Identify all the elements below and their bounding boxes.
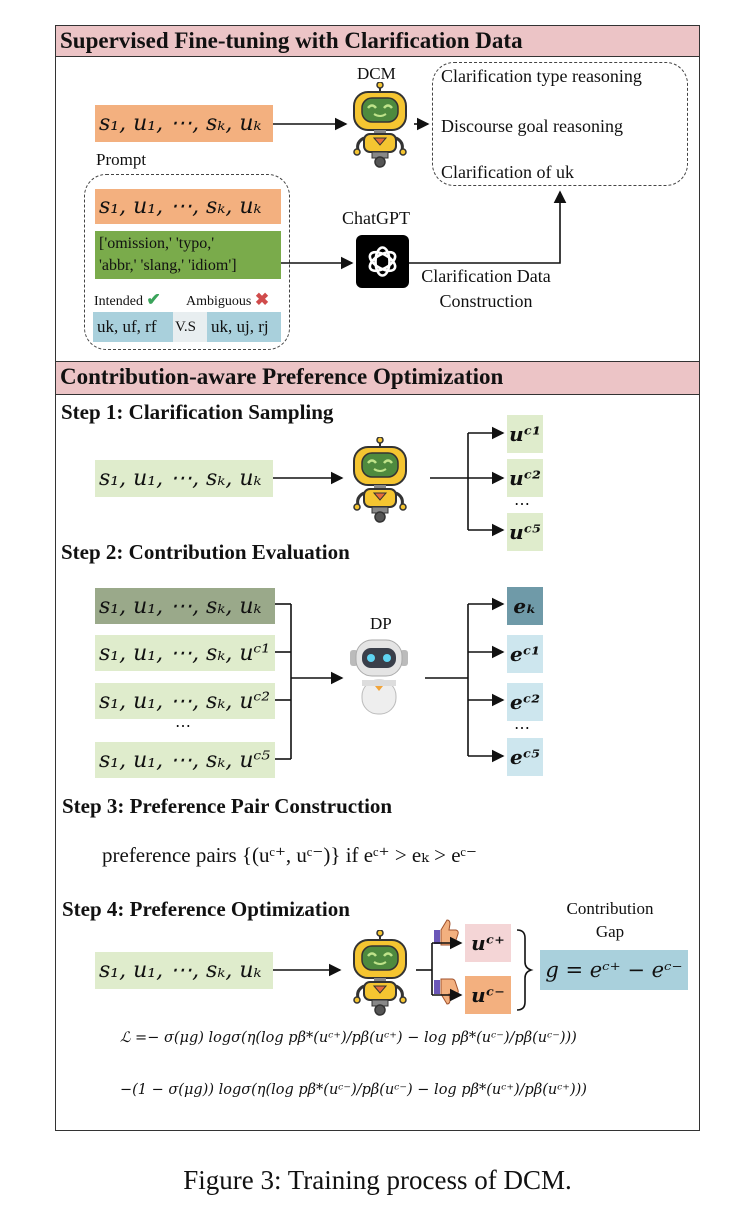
construction-line1: Clarification Data [421, 266, 551, 286]
step2-sequence-original: s₁, u₁, ⋯, sₖ, uₖ [95, 588, 275, 624]
eval-ec5: eᶜ⁵ [507, 738, 543, 776]
step1-sample-1: uᶜ¹ [507, 415, 543, 453]
vs-label: V.S [173, 312, 207, 342]
output-clarification: Clarification of uk [441, 162, 574, 182]
gap-formula: g = eᶜ⁺ − eᶜ⁻ [540, 950, 688, 990]
step2-sequence-1: s₁, u₁, ⋯, sₖ, uᶜ¹ [95, 635, 275, 671]
gap-label-line1: Contribution [566, 899, 654, 918]
check-icon: ✔ [146, 290, 161, 309]
dcm-label: DCM [357, 64, 396, 83]
step4-sequence: s₁, u₁, ⋯, sₖ, uₖ [95, 952, 273, 989]
step1-sample-5: uᶜ⁵ [507, 513, 543, 551]
chatgpt-label: ChatGPT [342, 208, 411, 228]
loss-line-1: ℒ =− σ(μg) logσ(η(log pβ*(uᶜ⁺)/pβ(uᶜ⁺) − log pβ*(uᶜ⁻)/pβ(uᶜ⁻))) [120, 1030, 577, 1046]
gap-label-line2: Gap [595, 922, 625, 941]
step1-sequence: s₁, u₁, ⋯, sₖ, uₖ [95, 460, 273, 497]
cross-icon: ✖ [254, 290, 270, 309]
loss-line-2: −(1 − σ(μg)) logσ(η(log pβ*(uᶜ⁻)/pβ(uᶜ⁻) − log pβ*(uᶜ⁺)/pβ(uᶜ⁺))) [120, 1082, 587, 1098]
dcm-input-sequence: s₁, u₁, ⋯, sₖ, uₖ [95, 105, 273, 142]
output-goal-reasoning: Discourse goal reasoning [441, 116, 623, 136]
step2-title: Step 2: Contribution Evaluation [61, 540, 350, 564]
ambiguous-utterances: uk, uj, rj [207, 312, 281, 342]
step1-sample-2: uᶜ² [507, 459, 543, 497]
dp-label: DP [370, 614, 392, 633]
intended-utterances: uk, uf, rf [93, 312, 173, 342]
step1-title: Step 1: Clarification Sampling [61, 400, 334, 424]
error-types-line2: 'abbr,' 'slang,' 'idiom'] [99, 257, 237, 274]
eval-ellipsis: ⋯ [514, 720, 530, 737]
step2-ellipsis: ⋯ [175, 718, 191, 735]
step2-sequence-5: s₁, u₁, ⋯, sₖ, uᶜ⁵ [95, 742, 275, 778]
step4-title: Step 4: Preference Optimization [62, 897, 350, 921]
step1-ellipsis: ⋯ [514, 496, 530, 513]
step3-title: Step 3: Preference Pair Construction [62, 794, 393, 818]
error-types-line1: ['omission,' 'typo,' [99, 235, 215, 252]
positive-clarification: uᶜ⁺ [465, 924, 511, 962]
section2-title: Contribution-aware Preference Optimization [55, 361, 700, 395]
figure-caption: Figure 3: Training process of DCM. [183, 1165, 572, 1195]
eval-ek: eₖ [507, 587, 543, 625]
step2-sequence-2: s₁, u₁, ⋯, sₖ, uᶜ² [95, 683, 275, 719]
section1-title: Supervised Fine-tuning with Clarification Data [55, 25, 700, 57]
prompt-sequence: s₁, u₁, ⋯, sₖ, uₖ [95, 189, 281, 224]
eval-ec1: eᶜ¹ [507, 635, 543, 673]
output-type-reasoning: Clarification type reasoning [441, 66, 642, 86]
negative-clarification: uᶜ⁻ [465, 976, 511, 1014]
prompt-label: Prompt [96, 150, 147, 169]
construction-line2: Construction [439, 291, 533, 311]
eval-ec2: eᶜ² [507, 683, 543, 721]
step3-text: preference pairs {(uᶜ⁺, uᶜ⁻)} if eᶜ⁺ > eₖ > eᶜ⁻ [102, 843, 478, 867]
intended-text: Intended [94, 294, 143, 309]
ambiguous-text: Ambiguous [186, 294, 252, 309]
